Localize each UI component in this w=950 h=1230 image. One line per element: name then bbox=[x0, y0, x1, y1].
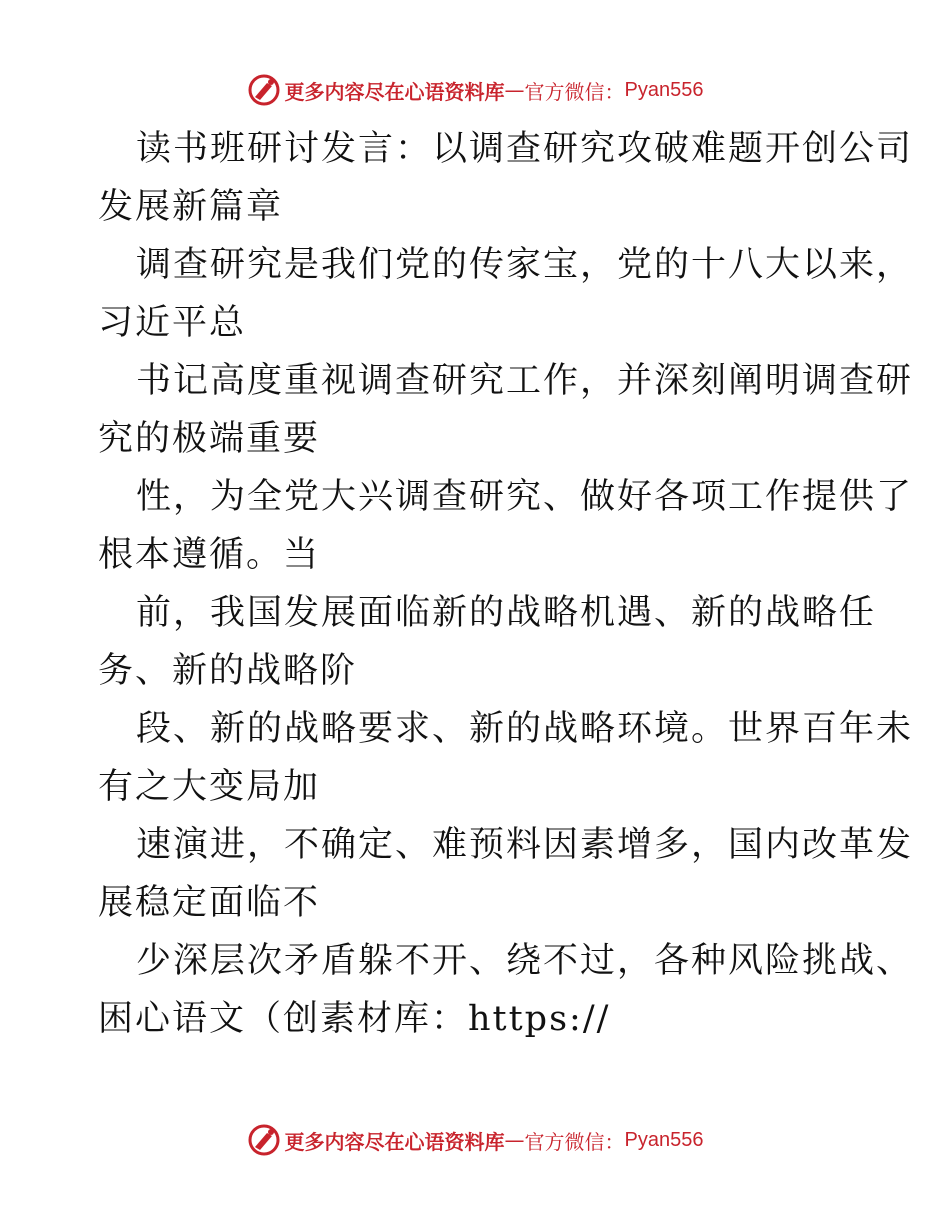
paragraph-line: 前，我国发展面临新的战略机遇、新的战略任 bbox=[136, 593, 877, 633]
brand-logo-icon bbox=[247, 1123, 281, 1157]
footer-wechat-label: 官方微信： bbox=[524, 1129, 625, 1154]
header-wechat-id: Pyan556 bbox=[624, 78, 704, 101]
footer-dash: — bbox=[504, 1128, 525, 1152]
paragraph-line: 根本遵循。当 bbox=[98, 535, 321, 575]
paragraph-line: 读书班研讨发言：以调查研究攻破难题开创公司 bbox=[136, 129, 914, 169]
paragraph-line: 性，为全党大兴调查研究、做好各项工作提供了 bbox=[136, 477, 914, 517]
paragraph-line: 段、新的战略要求、新的战略环境。世界百年未 bbox=[136, 709, 914, 749]
header-brand-text: 更多内容尽在心语资料库 bbox=[284, 79, 505, 104]
paragraph-line: 发展新篇章 bbox=[98, 187, 284, 227]
paragraph-3 bbox=[98, 352, 914, 468]
brand-logo-icon bbox=[247, 73, 281, 107]
paragraph-line: 习近平总 bbox=[98, 303, 247, 343]
footer-brand-text: 更多内容尽在心语资料库 bbox=[284, 1129, 505, 1154]
paragraph-4 bbox=[98, 468, 914, 584]
paragraph-7 bbox=[98, 816, 914, 932]
paragraph-2 bbox=[98, 236, 914, 352]
paragraph-1 bbox=[98, 120, 914, 236]
paragraph-line: 究的极端重要 bbox=[98, 419, 321, 459]
paragraph-line: 困心语文（创素材库：https:// bbox=[98, 999, 611, 1039]
paragraph-line: 展稳定面临不 bbox=[98, 883, 321, 923]
header-banner bbox=[0, 70, 950, 110]
header-wechat-label: 官方微信： bbox=[524, 79, 625, 104]
paragraph-line: 速演进，不确定、难预料因素增多，国内改革发 bbox=[136, 825, 914, 865]
document-body bbox=[98, 120, 914, 1048]
footer-banner bbox=[0, 1120, 950, 1160]
paragraph-line: 务、新的战略阶 bbox=[98, 651, 358, 691]
paragraph-6 bbox=[98, 700, 914, 816]
paragraph-line: 有之大变局加 bbox=[98, 767, 321, 807]
paragraph-8 bbox=[98, 932, 914, 1048]
paragraph-line: 书记高度重视调查研究工作，并深刻阐明调查研 bbox=[136, 361, 914, 401]
paragraph-line: 少深层次矛盾躲不开、绕不过，各种风险挑战、 bbox=[136, 941, 914, 981]
paragraph-5 bbox=[98, 584, 877, 700]
footer-wechat-id: Pyan556 bbox=[624, 1128, 704, 1151]
header-dash: — bbox=[504, 78, 525, 102]
paragraph-line: 调查研究是我们党的传家宝，党的十八大以来， bbox=[136, 245, 914, 285]
